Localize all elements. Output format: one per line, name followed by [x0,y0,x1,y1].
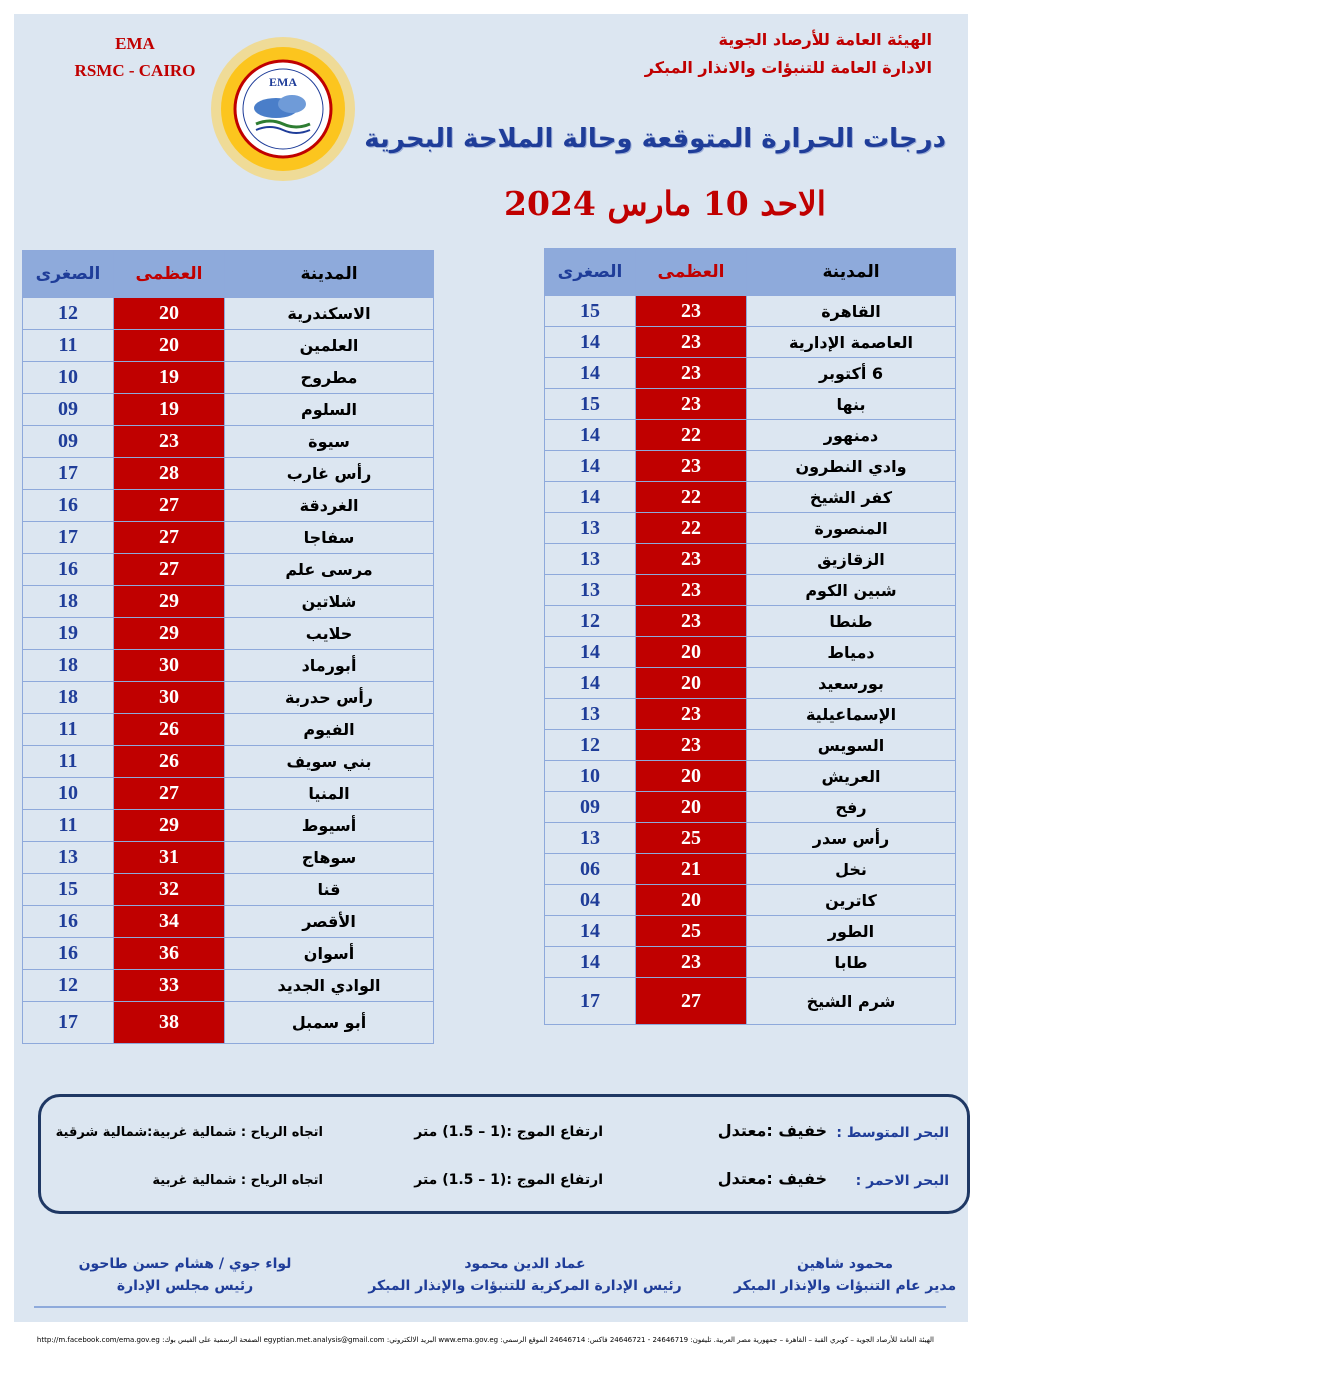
table-row [545,544,956,575]
min-temp-cell: 14 [545,916,636,947]
city-cell: شبين الكوم [747,575,956,606]
max-temp-cell: 34 [114,906,225,938]
forecast-date: الاحد 10 مارس 2024 [504,184,826,223]
city-cell: بورسعيد [747,668,956,699]
max-temp-cell: 20 [636,885,747,916]
col-max-header: العظمى [636,249,747,296]
min-temp-cell: 14 [545,668,636,699]
table-row [23,554,434,586]
footer-contact: الهيئة العامة للأرصاد الجوية – كوبري القبة – القاهرة – جمهورية مصر العربية. تليفون: 24646719 - 24646721 فاكس: 24646714 الموقع الرسمي: www.ema.gov.eg البريد الالكتروني: egyptian.met.analysis@gmail.com الصفحة الرسمية على الفيس بوك: http://m.facebook.com/ema.gov.eg [36,1336,934,1344]
max-temp-cell: 27 [114,778,225,810]
signature-name: لواء جوي / هشام حسن طاحون [78,1256,292,1272]
city-cell: أبو سمبل [225,1002,434,1044]
max-temp-cell: 23 [114,426,225,458]
max-temp-cell: 30 [114,650,225,682]
min-temp-cell: 09 [23,426,114,458]
max-temp-cell: 23 [636,451,747,482]
table-row [545,668,956,699]
city-cell: رأس سدر [747,823,956,854]
table-header-row [545,249,956,296]
col-min-header: الصغرى [545,249,636,296]
table-row [23,842,434,874]
table-row [545,699,956,730]
city-cell: رأس غارب [225,458,434,490]
col-city-header: المدينة [747,249,956,296]
col-city-header: المدينة [225,251,434,298]
max-temp-cell: 23 [636,389,747,420]
table-row [545,296,956,327]
table-row [545,761,956,792]
city-cell: طنطا [747,606,956,637]
table-row [545,389,956,420]
min-temp-cell: 14 [545,451,636,482]
max-temp-cell: 23 [636,606,747,637]
city-cell: بنها [747,389,956,420]
table-row [545,823,956,854]
min-temp-cell: 09 [23,394,114,426]
max-temp-cell: 22 [636,482,747,513]
city-cell: رفح [747,792,956,823]
city-cell: الزقازيق [747,544,956,575]
table-row [23,682,434,714]
table-row [23,938,434,970]
city-cell: شرم الشيخ [747,978,956,1025]
city-cell: المنيا [225,778,434,810]
max-temp-cell: 22 [636,513,747,544]
table-row [23,330,434,362]
max-temp-cell: 26 [114,746,225,778]
max-temp-cell: 23 [636,544,747,575]
max-temp-cell: 31 [114,842,225,874]
city-cell: دمنهور [747,420,956,451]
red-sea-label: البحر الاحمر : [855,1173,949,1189]
max-temp-cell: 29 [114,618,225,650]
max-temp-cell: 21 [636,854,747,885]
city-cell: أسيوط [225,810,434,842]
city-cell: الأقصر [225,906,434,938]
min-temp-cell: 16 [23,906,114,938]
med-sea-state: خفيف :معتدل [717,1121,827,1140]
table-row [23,1002,434,1044]
signature-title: مدير عام التنبؤات والإنذار المبكر [733,1278,957,1294]
signature-central-director [360,1256,690,1294]
table-row [23,586,434,618]
min-temp-cell: 14 [545,947,636,978]
max-temp-cell: 27 [636,978,747,1025]
min-temp-cell: 15 [545,296,636,327]
max-temp-cell: 23 [636,947,747,978]
city-cell: نخل [747,854,956,885]
signature-board-chairman [60,1256,310,1294]
max-temp-cell: 20 [636,792,747,823]
min-temp-cell: 14 [545,327,636,358]
min-temp-cell: 15 [23,874,114,906]
table-row [23,746,434,778]
table-row [545,451,956,482]
table-row [23,522,434,554]
city-cell: السويس [747,730,956,761]
min-temp-cell: 06 [545,854,636,885]
min-temp-cell: 13 [545,823,636,854]
city-cell: دمياط [747,637,956,668]
min-temp-cell: 16 [23,554,114,586]
max-temp-cell: 27 [114,522,225,554]
col-min-header: الصغرى [23,251,114,298]
max-temp-cell: 36 [114,938,225,970]
table-row [545,420,956,451]
table-row [545,637,956,668]
max-temp-cell: 23 [636,358,747,389]
max-temp-cell: 26 [114,714,225,746]
city-cell: سيوة [225,426,434,458]
min-temp-cell: 12 [545,606,636,637]
max-temp-cell: 22 [636,420,747,451]
city-cell: السلوم [225,394,434,426]
col-max-header: العظمى [114,251,225,298]
min-temp-cell: 10 [23,362,114,394]
min-temp-cell: 10 [23,778,114,810]
max-temp-cell: 20 [636,668,747,699]
city-cell: الفيوم [225,714,434,746]
left-temperature-table [22,250,434,1044]
city-cell: قنا [225,874,434,906]
min-temp-cell: 19 [23,618,114,650]
ema-label: EMA [115,34,155,53]
table-row [23,426,434,458]
city-cell: 6 أكتوبر [747,358,956,389]
footer-divider [34,1306,946,1308]
city-cell: أبورماد [225,650,434,682]
city-cell: الإسماعيلية [747,699,956,730]
max-temp-cell: 27 [114,490,225,522]
table-row [23,362,434,394]
signature-title: رئيس مجلس الإدارة [116,1278,254,1294]
max-temp-cell: 25 [636,823,747,854]
min-temp-cell: 18 [23,650,114,682]
city-cell: طابا [747,947,956,978]
logo-text: EMA [269,75,297,89]
city-cell: شلاتين [225,586,434,618]
min-temp-cell: 10 [545,761,636,792]
city-cell: الغردقة [225,490,434,522]
table-row [23,970,434,1002]
min-temp-cell: 14 [545,420,636,451]
table-header-row [23,251,434,298]
city-cell: العريش [747,761,956,792]
city-cell: العلمين [225,330,434,362]
table-row [545,854,956,885]
med-sea-label: البحر المتوسط : [836,1125,949,1141]
min-temp-cell: 12 [23,970,114,1002]
max-temp-cell: 20 [114,330,225,362]
max-temp-cell: 19 [114,394,225,426]
org-department: الادارة العامة للتنبؤات والانذار المبكر [644,58,932,77]
marine-conditions-box [38,1094,970,1214]
min-temp-cell: 09 [545,792,636,823]
city-cell: سوهاج [225,842,434,874]
city-cell: سفاجا [225,522,434,554]
city-cell: مرسى علم [225,554,434,586]
city-cell: وادي النطرون [747,451,956,482]
table-row [23,874,434,906]
table-row [545,978,956,1025]
max-temp-cell: 28 [114,458,225,490]
city-cell: رأس حدربة [225,682,434,714]
rsmc-label: RSMC - CAIRO [74,61,196,80]
max-temp-cell: 25 [636,916,747,947]
page-title: درجات الحرارة المتوقعة وحالة الملاحة البحرية [364,124,946,154]
table-row [23,458,434,490]
min-temp-cell: 17 [23,522,114,554]
max-temp-cell: 27 [114,554,225,586]
max-temp-cell: 20 [114,298,225,330]
signature-name: محمود شاهين [796,1256,894,1272]
table-row [23,810,434,842]
table-row [545,513,956,544]
table-row [23,906,434,938]
min-temp-cell: 16 [23,938,114,970]
max-temp-cell: 29 [114,810,225,842]
city-cell: كفر الشيخ [747,482,956,513]
city-cell: الطور [747,916,956,947]
max-temp-cell: 23 [636,699,747,730]
min-temp-cell: 13 [545,544,636,575]
red-sea-wind: اتجاه الرياح : شمالية غربية [152,1173,323,1188]
min-temp-cell: 11 [23,746,114,778]
table-row [545,575,956,606]
table-row [545,916,956,947]
max-temp-cell: 30 [114,682,225,714]
table-row [545,606,956,637]
table-row [23,650,434,682]
table-row [545,358,956,389]
table-row [23,714,434,746]
signature-title: رئيس الإدارة المركزية للتنبؤات والإنذار المبكر [368,1278,682,1294]
min-temp-cell: 14 [545,637,636,668]
min-temp-cell: 17 [23,1002,114,1044]
table-row [545,482,956,513]
red-sea-wave: ارتفاع الموج :(1 – 1.5) متر [414,1172,603,1188]
min-temp-cell: 16 [23,490,114,522]
max-temp-cell: 23 [636,730,747,761]
max-temp-cell: 38 [114,1002,225,1044]
city-cell: أسوان [225,938,434,970]
min-temp-cell: 17 [23,458,114,490]
city-cell: كاترين [747,885,956,916]
table-row [545,885,956,916]
max-temp-cell: 29 [114,586,225,618]
min-temp-cell: 13 [545,699,636,730]
max-temp-cell: 23 [636,327,747,358]
min-temp-cell: 12 [23,298,114,330]
max-temp-cell: 19 [114,362,225,394]
min-temp-cell: 15 [545,389,636,420]
table-row [545,947,956,978]
min-temp-cell: 13 [23,842,114,874]
city-cell: حلايب [225,618,434,650]
ema-logo [208,34,358,184]
city-cell: مطروح [225,362,434,394]
table-row [23,298,434,330]
org-name: الهيئة العامة للأرصاد الجوية [718,30,932,49]
table-row [23,394,434,426]
max-temp-cell: 20 [636,761,747,792]
signature-name: عماد الدين محمود [464,1256,586,1272]
table-row [545,327,956,358]
min-temp-cell: 13 [545,513,636,544]
table-row [23,490,434,522]
signature-forecast-director [730,1256,960,1294]
min-temp-cell: 04 [545,885,636,916]
min-temp-cell: 11 [23,810,114,842]
min-temp-cell: 13 [545,575,636,606]
table-row [23,778,434,810]
table-row [545,792,956,823]
table-row [545,730,956,761]
city-cell: القاهرة [747,296,956,327]
max-temp-cell: 20 [636,637,747,668]
city-cell: الوادي الجديد [225,970,434,1002]
med-sea-wind: اتجاه الرياح : شمالية غربية:شمالية شرقية [55,1125,323,1140]
max-temp-cell: 23 [636,575,747,606]
max-temp-cell: 32 [114,874,225,906]
max-temp-cell: 23 [636,296,747,327]
min-temp-cell: 18 [23,682,114,714]
min-temp-cell: 14 [545,482,636,513]
min-temp-cell: 14 [545,358,636,389]
city-cell: الاسكندرية [225,298,434,330]
max-temp-cell: 33 [114,970,225,1002]
min-temp-cell: 11 [23,714,114,746]
table-row [23,618,434,650]
min-temp-cell: 12 [545,730,636,761]
city-cell: العاصمة الإدارية [747,327,956,358]
min-temp-cell: 11 [23,330,114,362]
right-temperature-table [544,248,956,1025]
med-sea-wave: ارتفاع الموج :(1 – 1.5) متر [414,1124,603,1140]
min-temp-cell: 17 [545,978,636,1025]
city-cell: المنصورة [747,513,956,544]
red-sea-state: خفيف :معتدل [717,1169,827,1188]
city-cell: بني سويف [225,746,434,778]
min-temp-cell: 18 [23,586,114,618]
